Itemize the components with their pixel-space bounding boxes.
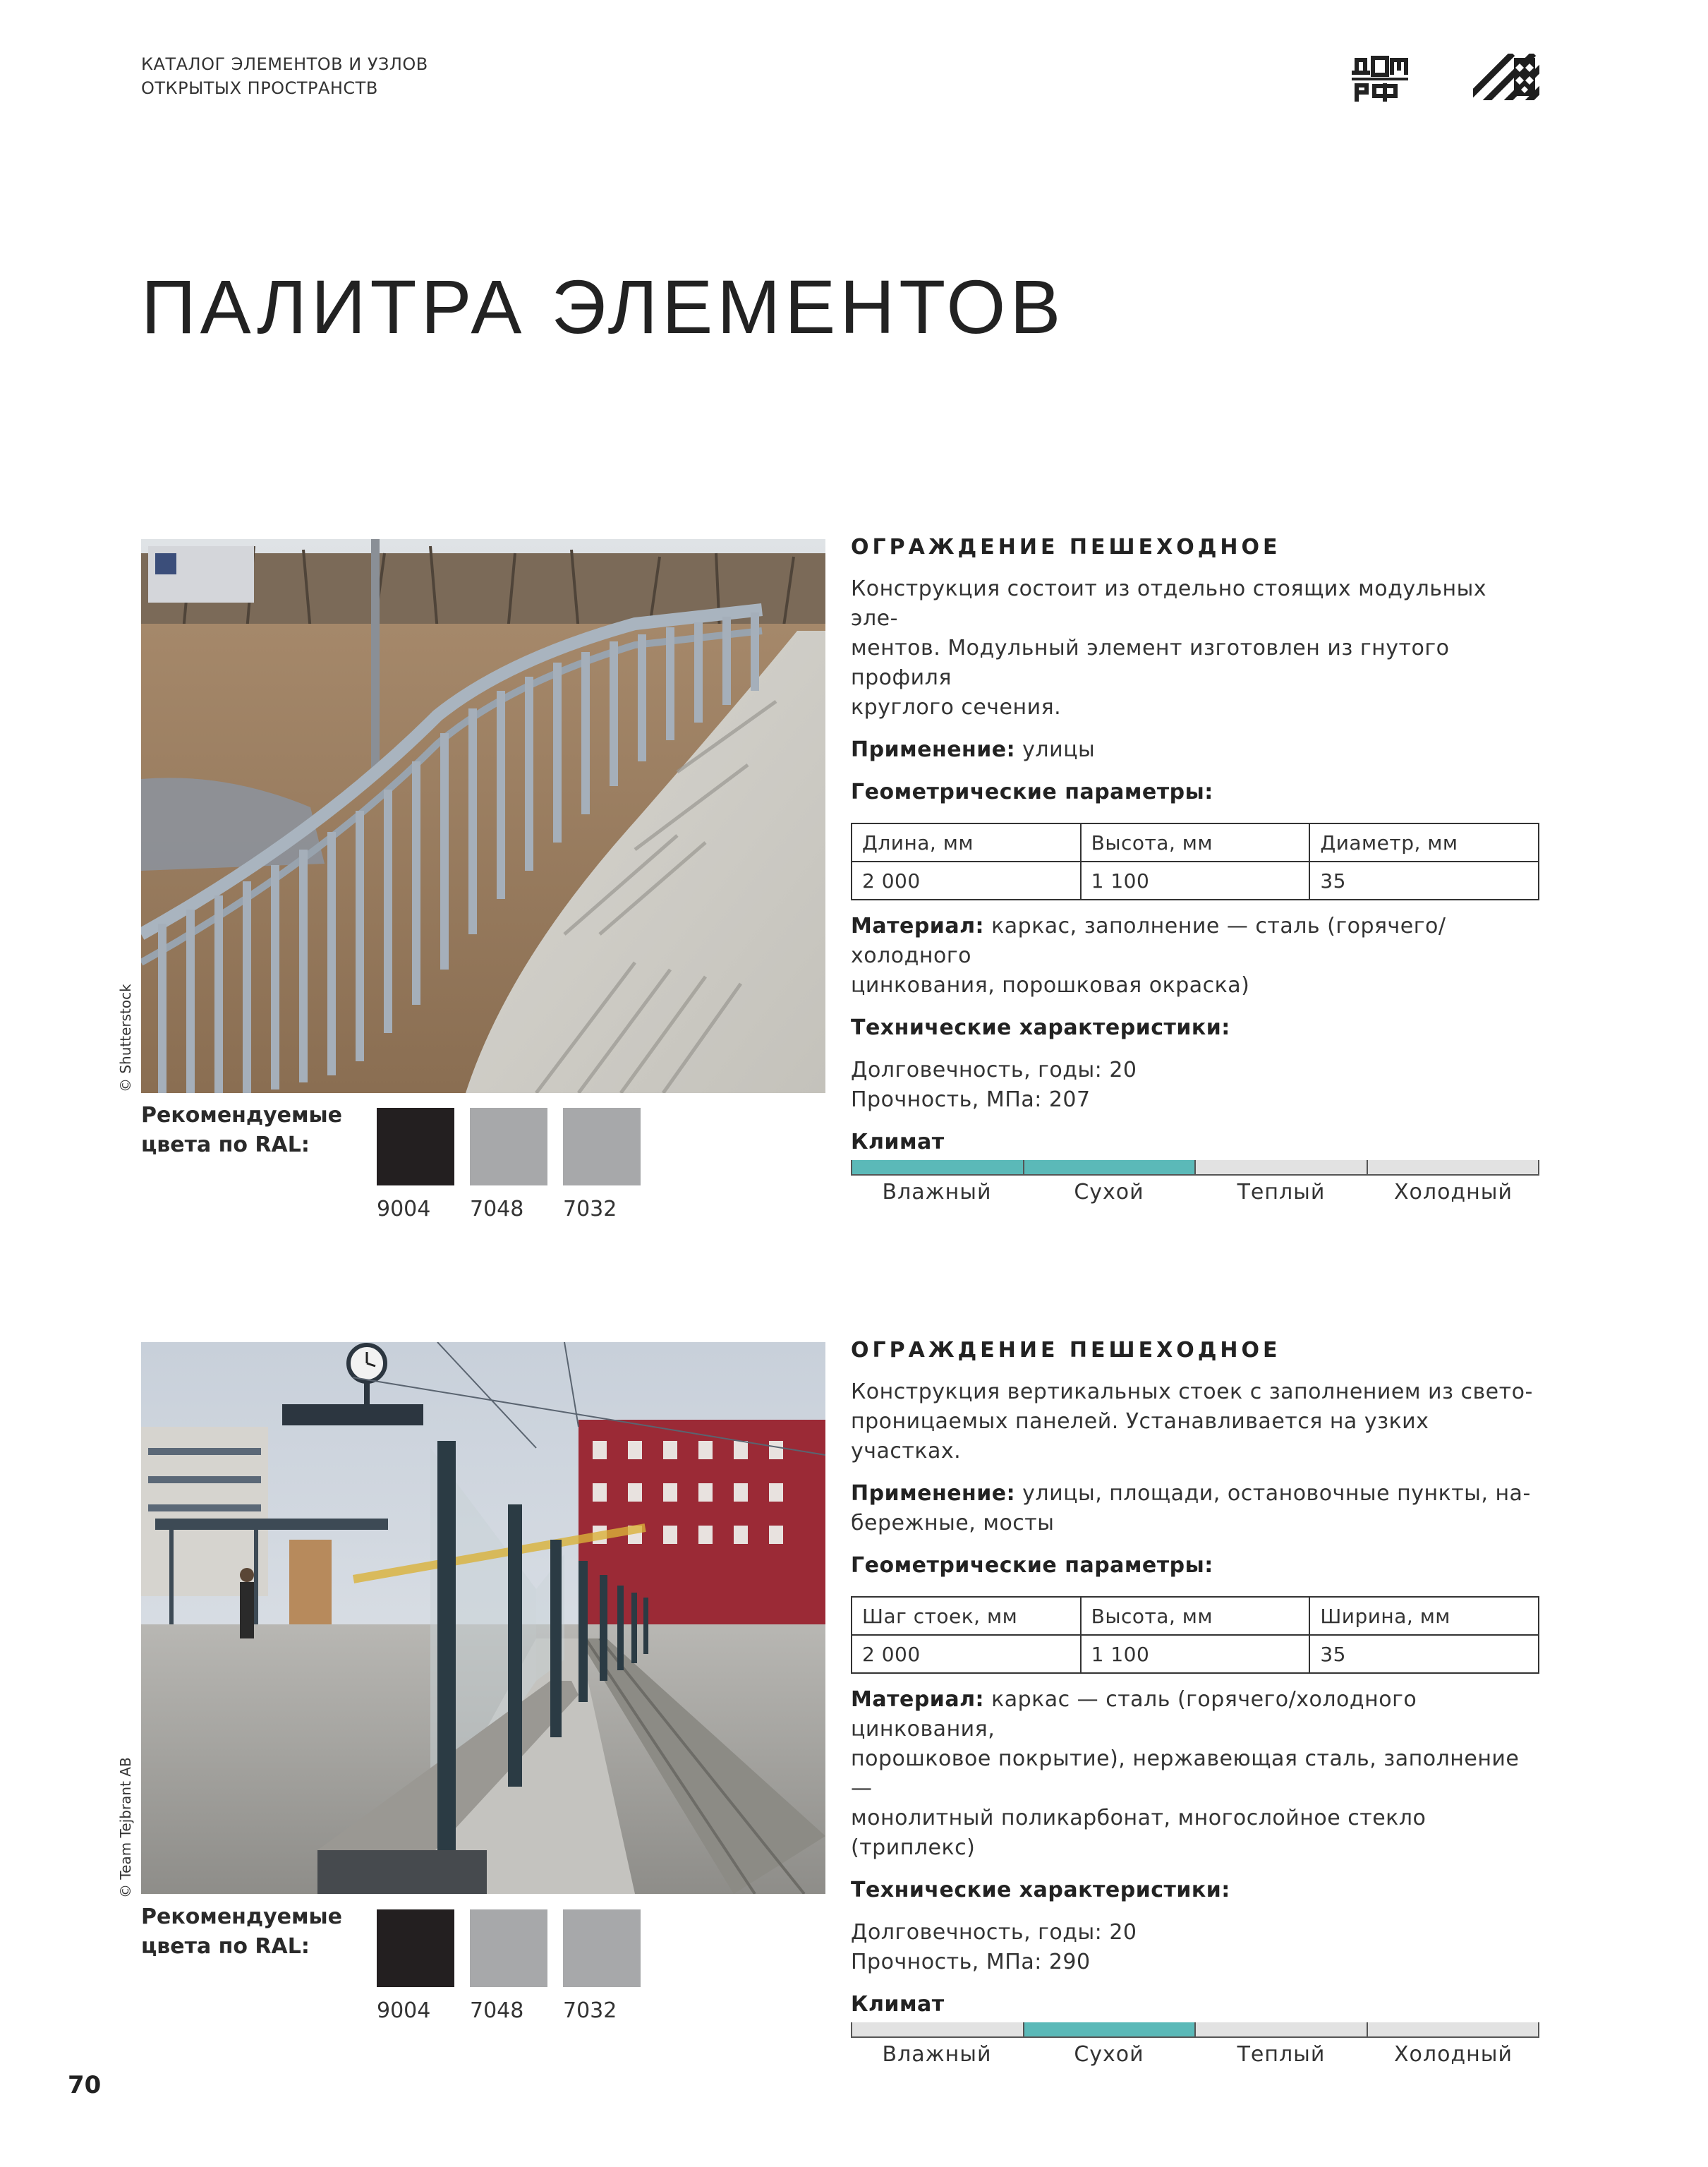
ral-code: 7048 xyxy=(470,1197,524,1221)
ral-swatch-9004 xyxy=(377,1909,454,1987)
climate-label: Сухой xyxy=(1074,1180,1144,1205)
ral-label-1-line1: Рекомендуемые xyxy=(141,1103,343,1128)
table-cell: 35 xyxy=(1309,862,1539,900)
spec-title: ОГРАЖДЕНИЕ ПЕШЕХОДНОЕ xyxy=(851,535,1281,560)
page-number: 70 xyxy=(68,2071,102,2099)
material-value: каркас — сталь (горячего/холодного цинкования, порошковое покрытие), нержавеющая сталь, заполнение — монолитный поликарбонат, многослойное стекло (триплекс) xyxy=(851,1687,1520,1860)
application-label: Применение: xyxy=(851,1481,1016,1506)
tech-heading: Технические характеристики: xyxy=(851,1878,1230,1902)
material-label: Материал: xyxy=(851,1687,985,1712)
ral-swatch-7048 xyxy=(470,1108,547,1185)
spec-description: Конструкция состоит из отдельно стоящих модульных эле- ментов. Модульный элемент изготовлен из гнутого профиля круглого сечения. xyxy=(851,577,1487,720)
application-value: улицы, площади, остановочные пункты, на- бережные, мосты xyxy=(851,1481,1531,1535)
climate-segment-wet xyxy=(852,2022,1024,2036)
ral-label-2-line2: цвета по RAL: xyxy=(141,1934,310,1959)
application-value: улицы xyxy=(1015,737,1096,762)
climate-heading: Климат xyxy=(851,1992,945,2017)
spec-block-1 xyxy=(851,533,1539,1205)
climate-segment-cold xyxy=(1368,2022,1539,2036)
spec-description: Конструкция вертикальных стоек с заполнением из свето- проницаемых панелей. Устанавливается на узких участках. xyxy=(851,1380,1533,1463)
spec-block-2 xyxy=(851,1336,1539,2067)
climate-label: Холодный xyxy=(1394,1180,1513,1205)
catalog-header-line1: КАТАЛОГ ЭЛЕМЕНТОВ И УЗЛОВ xyxy=(141,54,428,74)
tech-heading: Технические характеристики: xyxy=(851,1015,1230,1040)
climate-segment-warm xyxy=(1196,1160,1368,1174)
params-table xyxy=(851,823,1539,900)
ral-code: 9004 xyxy=(377,1998,431,2023)
table-cell: 2 000 xyxy=(852,862,1081,900)
table-cell: Диаметр, мм xyxy=(1309,823,1539,862)
table-cell: Длина, мм xyxy=(852,823,1081,862)
photo-credit-1: © Shutterstock xyxy=(117,984,134,1092)
climate-label: Сухой xyxy=(1074,2042,1144,2067)
page-title: ПАЛИТРА ЭЛЕМЕНТОВ xyxy=(141,264,1065,349)
catalog-header xyxy=(141,52,428,100)
table-cell: 1 100 xyxy=(1081,862,1310,900)
climate-label: Теплый xyxy=(1237,2042,1326,2067)
climate-bar xyxy=(851,2022,1539,2038)
ral-swatch-7048 xyxy=(470,1909,547,1987)
durability: Долговечность, годы: 20 xyxy=(851,1058,1137,1082)
ral-label-2 xyxy=(141,1902,342,1962)
ral-code: 7032 xyxy=(563,1197,617,1221)
geometry-heading: Геометрические параметры: xyxy=(851,1553,1213,1578)
ral-code: 7048 xyxy=(470,1998,524,2023)
dom-rf-logo xyxy=(1352,54,1408,103)
fence-photo-2 xyxy=(141,1342,825,1894)
pattern-logo xyxy=(1473,54,1539,100)
material-value: каркас, заполнение — сталь (горячего/холодного цинкования, порошковая окраска) xyxy=(851,914,1446,998)
table-cell: 35 xyxy=(1309,1635,1539,1673)
climate-labels xyxy=(851,2042,1539,2067)
climate-label: Влажный xyxy=(882,1180,992,1205)
application-label: Применение: xyxy=(851,737,1016,762)
params-table xyxy=(851,1596,1539,1674)
ral-swatch-7032 xyxy=(563,1108,641,1185)
table-cell: 1 100 xyxy=(1081,1635,1310,1673)
ral-code: 7032 xyxy=(563,1998,617,2023)
table-cell: Ширина, мм xyxy=(1309,1597,1539,1635)
spec-material xyxy=(851,912,1539,1001)
spec-material xyxy=(851,1685,1539,1863)
photo-credit-2: © Team Tejbrant AB xyxy=(117,1757,134,1898)
table-row xyxy=(852,1597,1539,1635)
geometry-heading: Геометрические параметры: xyxy=(851,780,1213,804)
table-cell: 2 000 xyxy=(852,1635,1081,1673)
climate-segment-warm xyxy=(1196,2022,1368,2036)
ral-swatch-9004 xyxy=(377,1108,454,1185)
durability: Долговечность, годы: 20 xyxy=(851,1920,1137,1945)
fence-photo-1 xyxy=(141,539,825,1093)
climate-segment-cold xyxy=(1368,1160,1539,1174)
climate-label: Холодный xyxy=(1394,2042,1513,2067)
catalog-header-line2: ОТКРЫТЫХ ПРОСТРАНСТВ xyxy=(141,78,378,98)
spec-application xyxy=(851,1479,1539,1538)
ral-label-2-line1: Рекомендуемые xyxy=(141,1905,343,1929)
ral-label-1-line2: цвета по RAL: xyxy=(141,1133,310,1157)
table-row xyxy=(852,1635,1539,1673)
climate-segment-dry xyxy=(1024,1160,1197,1174)
strength: Прочность, МПа: 207 xyxy=(851,1087,1091,1112)
table-cell: Высота, мм xyxy=(1081,823,1310,862)
table-row xyxy=(852,862,1539,900)
strength: Прочность, МПа: 290 xyxy=(851,1950,1091,1974)
table-cell: Высота, мм xyxy=(1081,1597,1310,1635)
climate-heading: Климат xyxy=(851,1130,945,1154)
climate-bar xyxy=(851,1160,1539,1176)
ral-swatch-7032 xyxy=(563,1909,641,1987)
spec-application xyxy=(851,735,1539,765)
climate-label: Влажный xyxy=(882,2042,992,2067)
table-cell: Шаг стоек, мм xyxy=(852,1597,1081,1635)
table-row xyxy=(852,823,1539,862)
spec-title: ОГРАЖДЕНИЕ ПЕШЕХОДНОЕ xyxy=(851,1338,1281,1363)
climate-labels xyxy=(851,1180,1539,1205)
ral-label-1 xyxy=(141,1101,342,1160)
material-label: Материал: xyxy=(851,914,985,938)
climate-segment-dry xyxy=(1024,2022,1197,2036)
ral-code: 9004 xyxy=(377,1197,431,1221)
climate-segment-wet xyxy=(852,1160,1024,1174)
climate-label: Теплый xyxy=(1237,1180,1326,1205)
